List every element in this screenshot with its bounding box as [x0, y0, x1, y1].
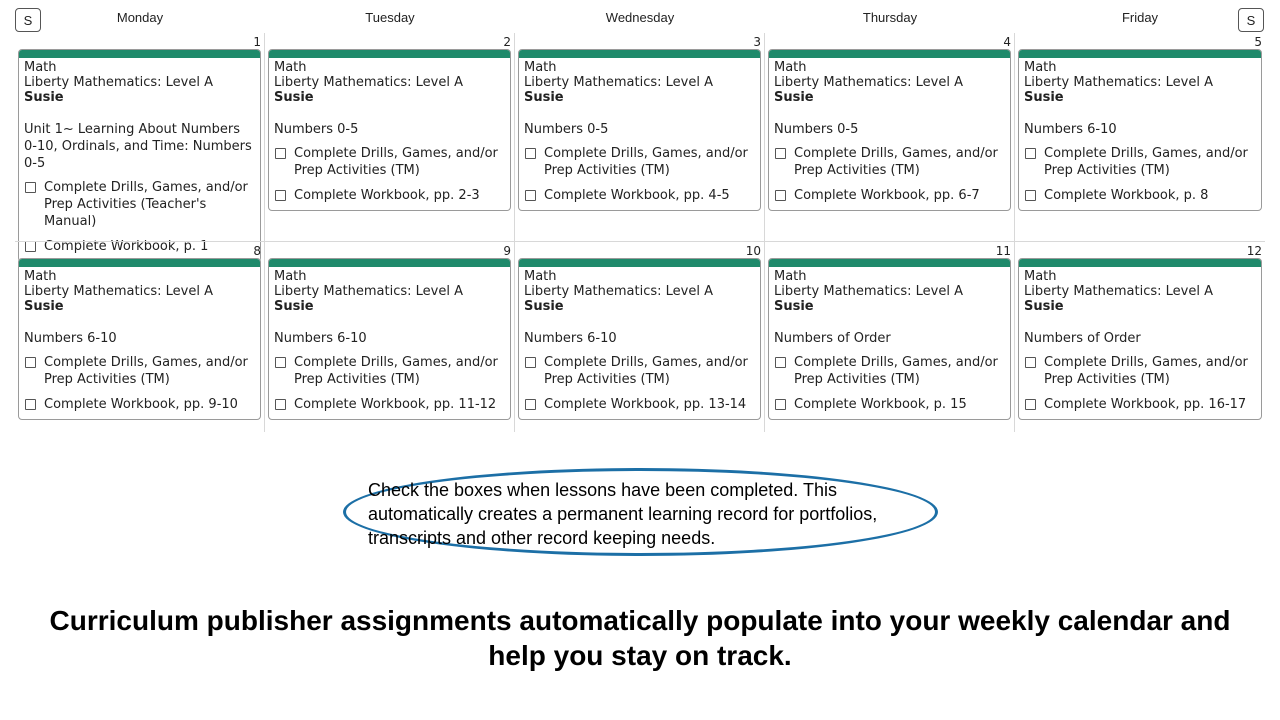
task-item	[274, 145, 505, 179]
day-number: 12	[1246, 244, 1262, 258]
day-number: 1	[253, 35, 261, 49]
task-item	[1024, 396, 1256, 413]
subject-color-bar	[769, 50, 1010, 58]
assignment-card[interactable]	[268, 258, 511, 420]
task-label: Complete Workbook, pp. 2-3	[294, 188, 480, 203]
callout-text: Check the boxes when lessons have been completed. This automatically creates a permanent learning record for portfolios, transcripts and other record keeping needs.	[368, 480, 878, 548]
task-label: Complete Workbook, pp. 9-10	[44, 397, 238, 412]
next-week-button[interactable]: S	[1238, 8, 1264, 32]
task-item	[774, 396, 1005, 413]
course-title: Liberty Mathematics: Level A	[774, 284, 964, 299]
student-name: Susie	[1024, 90, 1064, 105]
day-number: 10	[745, 244, 761, 258]
student-name: Susie	[774, 90, 814, 105]
lesson-title: Unit 1~ Learning About Numbers 0-10, Ordinals, and Time: Numbers 0-5	[24, 122, 252, 171]
subject-label: Math	[24, 269, 57, 284]
day-cell	[765, 242, 1015, 432]
student-name: Susie	[524, 90, 564, 105]
student-name: Susie	[24, 90, 64, 105]
task-checkbox[interactable]	[775, 190, 786, 201]
assignment-card[interactable]	[518, 49, 761, 211]
subject-color-bar	[519, 50, 760, 58]
day-number: 3	[753, 35, 761, 49]
course-title: Liberty Mathematics: Level A	[1024, 75, 1214, 90]
subject-color-bar	[519, 259, 760, 267]
subject-label: Math	[1024, 269, 1057, 284]
task-checkbox[interactable]	[25, 357, 36, 368]
lesson-title: Numbers 6-10	[1024, 122, 1117, 137]
weekday-label-wednesday: Wednesday	[605, 10, 675, 25]
course-title: Liberty Mathematics: Level A	[274, 75, 464, 90]
course-title: Liberty Mathematics: Level A	[774, 75, 964, 90]
subject-color-bar	[19, 259, 260, 267]
day-cell	[515, 242, 765, 432]
lesson-title: Numbers 6-10	[524, 331, 617, 346]
student-name: Susie	[24, 299, 64, 314]
student-name: Susie	[1024, 299, 1064, 314]
course-title: Liberty Mathematics: Level A	[524, 75, 714, 90]
card-body	[269, 58, 510, 210]
assignment-card[interactable]	[768, 49, 1011, 211]
day-number: 11	[995, 244, 1011, 258]
subject-label: Math	[774, 269, 807, 284]
task-checkbox[interactable]	[775, 357, 786, 368]
task-label: Complete Workbook, pp. 13-14	[544, 397, 747, 412]
task-label: Complete Drills, Games, and/or Prep Activities (TM)	[294, 355, 498, 387]
weekday-label-tuesday: Tuesday	[365, 10, 415, 25]
task-checkbox[interactable]	[275, 190, 286, 201]
card-body	[769, 267, 1010, 419]
course-title: Liberty Mathematics: Level A	[524, 284, 714, 299]
task-label: Complete Drills, Games, and/or Prep Activities (TM)	[794, 146, 998, 178]
task-label: Complete Workbook, p. 15	[794, 397, 967, 412]
subject-label: Math	[524, 269, 557, 284]
student-name: Susie	[524, 299, 564, 314]
day-number: 9	[503, 244, 511, 258]
day-number: 5	[1254, 35, 1262, 49]
task-item	[524, 396, 755, 413]
task-label: Complete Workbook, pp. 6-7	[794, 188, 980, 203]
task-checkbox[interactable]	[775, 148, 786, 159]
task-label: Complete Drills, Games, and/or Prep Activities (TM)	[294, 146, 498, 178]
task-checkbox[interactable]	[25, 182, 36, 193]
subject-label: Math	[24, 60, 57, 75]
lesson-title: Numbers 6-10	[24, 331, 117, 346]
task-item	[24, 354, 255, 388]
task-item	[1024, 354, 1256, 388]
task-item	[24, 396, 255, 413]
assignment-card[interactable]	[1018, 258, 1262, 420]
student-name: Susie	[274, 299, 314, 314]
course-title: Liberty Mathematics: Level A	[274, 284, 464, 299]
task-item	[274, 187, 505, 204]
subject-label: Math	[274, 60, 307, 75]
task-label: Complete Workbook, pp. 4-5	[544, 188, 730, 203]
card-body	[269, 267, 510, 419]
student-name: Susie	[274, 90, 314, 105]
task-item	[524, 145, 755, 179]
assignment-card[interactable]	[18, 258, 261, 420]
task-item	[274, 396, 505, 413]
day-number: 8	[253, 244, 261, 258]
promo-headline: Curriculum publisher assignments automatically populate into your weekly calendar and help you stay on track.	[49, 605, 1231, 671]
subject-color-bar	[269, 50, 510, 58]
task-checkbox[interactable]	[25, 399, 36, 410]
subject-color-bar	[269, 259, 510, 267]
course-title: Liberty Mathematics: Level A	[1024, 284, 1214, 299]
subject-color-bar	[1019, 259, 1261, 267]
task-label: Complete Drills, Games, and/or Prep Activities (Teacher's Manual)	[44, 180, 248, 229]
task-item	[274, 354, 505, 388]
task-item	[1024, 187, 1256, 204]
card-body	[519, 58, 760, 210]
lesson-title: Numbers 0-5	[274, 122, 359, 137]
card-body	[769, 58, 1010, 210]
task-label: Complete Drills, Games, and/or Prep Activities (TM)	[544, 146, 748, 178]
task-checkbox[interactable]	[1025, 190, 1036, 201]
task-checkbox[interactable]	[775, 399, 786, 410]
task-label: Complete Drills, Games, and/or Prep Activities (TM)	[794, 355, 998, 387]
day-cell	[265, 242, 515, 432]
lesson-title: Numbers 6-10	[274, 331, 367, 346]
subject-label: Math	[274, 269, 307, 284]
day-cell	[265, 33, 515, 243]
lesson-title: Numbers of Order	[1024, 331, 1141, 346]
student-name: Susie	[774, 299, 814, 314]
task-item	[24, 179, 255, 230]
task-checkbox[interactable]	[275, 148, 286, 159]
task-checkbox[interactable]	[1025, 399, 1036, 410]
day-cell	[1015, 33, 1265, 243]
subject-color-bar	[19, 50, 260, 58]
task-item	[774, 145, 1005, 179]
assignment-card[interactable]	[18, 49, 261, 262]
weekday-label-thursday: Thursday	[862, 10, 918, 25]
task-label: Complete Drills, Games, and/or Prep Activities (TM)	[1044, 355, 1248, 387]
task-checkbox[interactable]	[525, 399, 536, 410]
day-number: 2	[503, 35, 511, 49]
week-row	[15, 241, 1265, 432]
task-label: Complete Workbook, p. 8	[1044, 188, 1209, 203]
course-title: Liberty Mathematics: Level A	[24, 284, 214, 299]
subject-label: Math	[774, 60, 807, 75]
task-item	[774, 354, 1005, 388]
day-cell	[15, 33, 265, 254]
card-body	[1019, 267, 1261, 419]
task-label: Complete Workbook, pp. 16-17	[1044, 397, 1247, 412]
task-checkbox[interactable]	[1025, 357, 1036, 368]
day-cell	[15, 242, 265, 432]
task-item	[774, 187, 1005, 204]
task-checkbox[interactable]	[525, 190, 536, 201]
task-checkbox[interactable]	[275, 357, 286, 368]
weekday-label-monday: Monday	[116, 10, 164, 25]
day-cell	[515, 33, 765, 243]
card-body	[1019, 58, 1261, 210]
subject-color-bar	[1019, 50, 1261, 58]
task-item	[1024, 145, 1256, 179]
task-item	[524, 354, 755, 388]
task-label: Complete Drills, Games, and/or Prep Activities (TM)	[44, 355, 248, 387]
lesson-title: Numbers 0-5	[524, 122, 609, 137]
subject-label: Math	[1024, 60, 1057, 75]
card-body	[19, 267, 260, 419]
subject-label: Math	[524, 60, 557, 75]
card-body	[519, 267, 760, 419]
task-label: Complete Workbook, pp. 11-12	[294, 397, 497, 412]
assignment-card[interactable]	[518, 258, 761, 420]
card-body	[19, 58, 260, 261]
task-label: Complete Drills, Games, and/or Prep Activities (TM)	[544, 355, 748, 387]
task-checkbox[interactable]	[525, 357, 536, 368]
task-checkbox[interactable]	[275, 399, 286, 410]
task-item	[524, 187, 755, 204]
lesson-title: Numbers 0-5	[774, 122, 859, 137]
day-cell	[1015, 242, 1265, 432]
task-checkbox[interactable]	[1025, 148, 1036, 159]
subject-color-bar	[769, 259, 1010, 267]
weekday-label-friday: Friday	[1121, 10, 1159, 25]
course-title: Liberty Mathematics: Level A	[24, 75, 214, 90]
assignment-card[interactable]	[1018, 49, 1262, 211]
day-cell	[765, 33, 1015, 243]
assignment-card[interactable]	[768, 258, 1011, 420]
task-label: Complete Drills, Games, and/or Prep Activities (TM)	[1044, 146, 1248, 178]
lesson-title: Numbers of Order	[774, 331, 891, 346]
assignment-card[interactable]	[268, 49, 511, 211]
previous-week-button[interactable]: S	[15, 8, 41, 32]
day-number: 4	[1003, 35, 1011, 49]
task-label: Complete Workbook, p. 1	[44, 239, 209, 254]
task-checkbox[interactable]	[525, 148, 536, 159]
